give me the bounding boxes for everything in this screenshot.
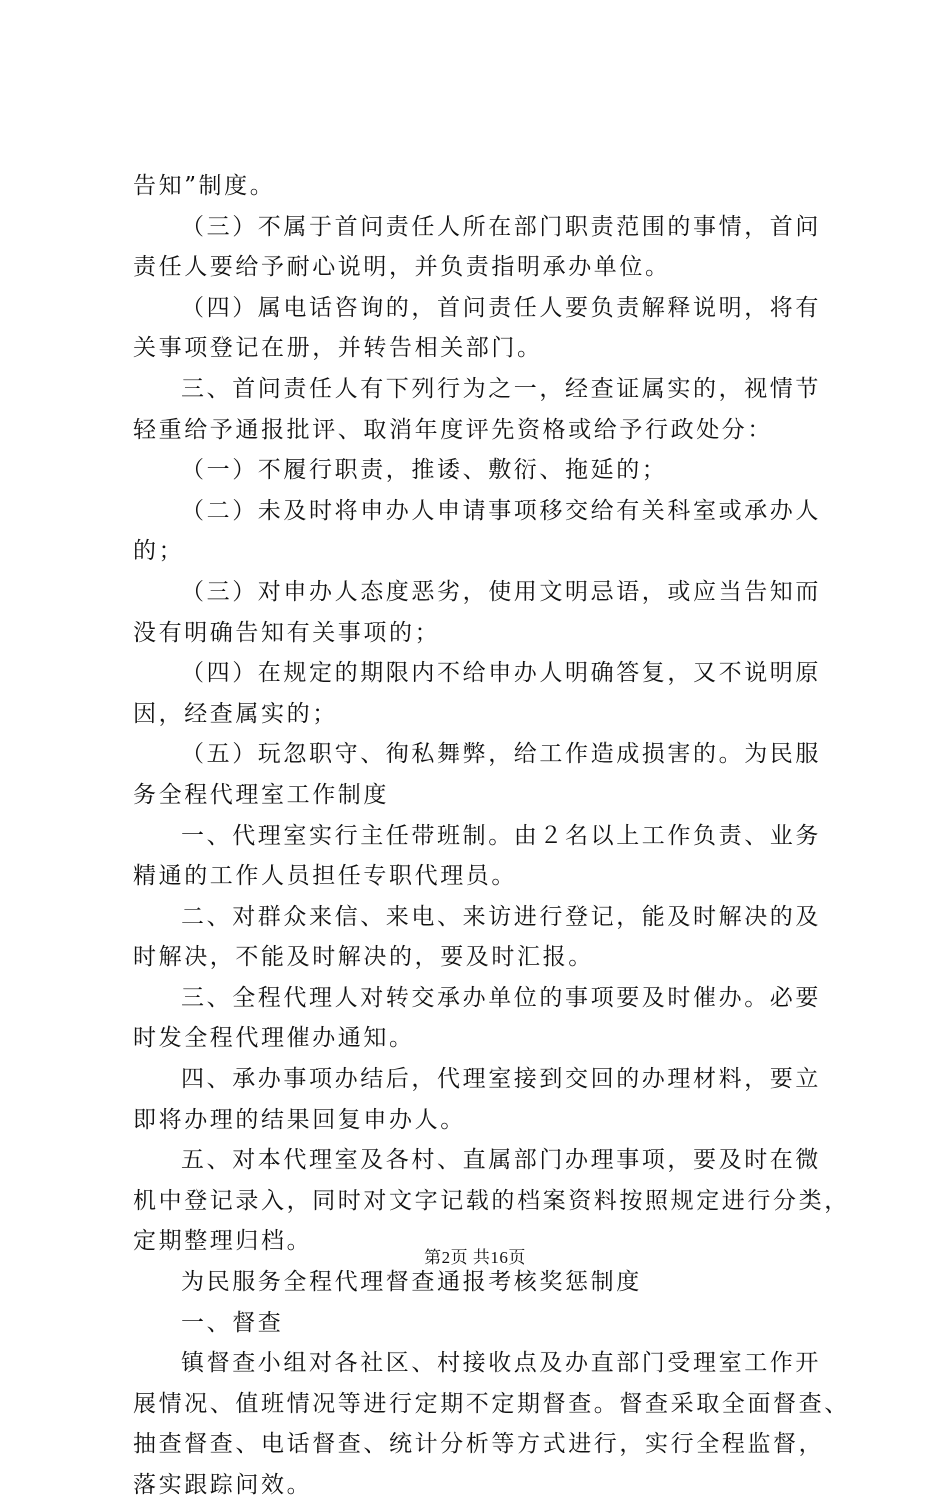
text-line: 三、全程代理人对转交承办单位的事项要及时催办。必要 — [181, 984, 821, 1011]
document-body — [133, 166, 850, 1506]
text-line: 抽查督查、电话督查、统计分析等方式进行，实行全程监督， — [133, 1431, 825, 1458]
page-number-footer: 第2页 共16页 — [424, 1248, 526, 1267]
text-line: 没有明确告知有关事项的； — [133, 619, 441, 646]
text-line: 落实跟踪问效。 — [133, 1472, 313, 1498]
text-line: 告知”制度。 — [133, 173, 276, 199]
text-line: 镇督查小组对各社区、村接收点及办直部门受理室工作开 — [181, 1350, 821, 1377]
text-line: 五、对本代理室及各村、直属部门办理事项，要及时在微 — [181, 1147, 821, 1174]
text-line: （二）未及时将申办人申请事项移交给有关科室或承办人 — [181, 497, 821, 524]
text-line: 为民服务全程代理督查通报考核奖惩制度 — [181, 1269, 642, 1296]
text-line: 责任人要给予耐心说明，并负责指明承办单位。 — [133, 254, 671, 281]
text-line: 时解决，不能及时解决的，要及时汇报。 — [133, 944, 594, 971]
text-line: （三）对申办人态度恶劣，使用文明忌语，或应当告知而 — [181, 578, 821, 605]
text-line: 三、首问责任人有下列行为之一，经查证属实的，视情节 — [181, 375, 821, 402]
text-line: 轻重给予通报批评、取消年度评先资格或给予行政处分： — [133, 416, 773, 443]
text-line: 机中登记录入，同时对文字记载的档案资料按照规定进行分类， — [133, 1187, 850, 1214]
text-line: 因，经查属实的； — [133, 700, 338, 727]
text-line: 精通的工作人员担任专职代理员。 — [133, 863, 517, 890]
text-line: （三）不属于首问责任人所在部门职责范围的事情，首问 — [181, 213, 821, 240]
text-line: 定期整理归档。 — [133, 1228, 313, 1255]
text-line: 时发全程代理催办通知。 — [133, 1025, 415, 1052]
text-line: 展情况、值班情况等进行定期不定期督查。督查采取全面督查、 — [133, 1390, 850, 1417]
text-line: （四）在规定的期限内不给申办人明确答复，又不说明原 — [181, 660, 821, 687]
text-line: （一）不履行职责，推诿、敷衍、拖延的； — [181, 457, 668, 484]
text-line: 关事项登记在册，并转告相关部门。 — [133, 335, 543, 362]
text-line: （四）属电话咨询的，首问责任人要负责解释说明，将有 — [181, 294, 821, 321]
text-line: （五）玩忽职守、徇私舞弊，给工作造成损害的。为民服 — [181, 741, 821, 768]
text-line: 务全程代理室工作制度 — [133, 781, 389, 808]
text-line: 二、对群众来信、来电、来访进行登记，能及时解决的及 — [181, 903, 821, 930]
text-line: 一、代理室实行主任带班制。由２名以上工作负责、业务 — [181, 822, 821, 849]
text-line: 的； — [133, 538, 185, 565]
text-line: 四、承办事项办结后，代理室接到交回的办理材料，要立 — [181, 1066, 821, 1093]
text-line: 一、督查 — [181, 1309, 284, 1336]
text-line: 即将办理的结果回复申办人。 — [133, 1106, 466, 1133]
